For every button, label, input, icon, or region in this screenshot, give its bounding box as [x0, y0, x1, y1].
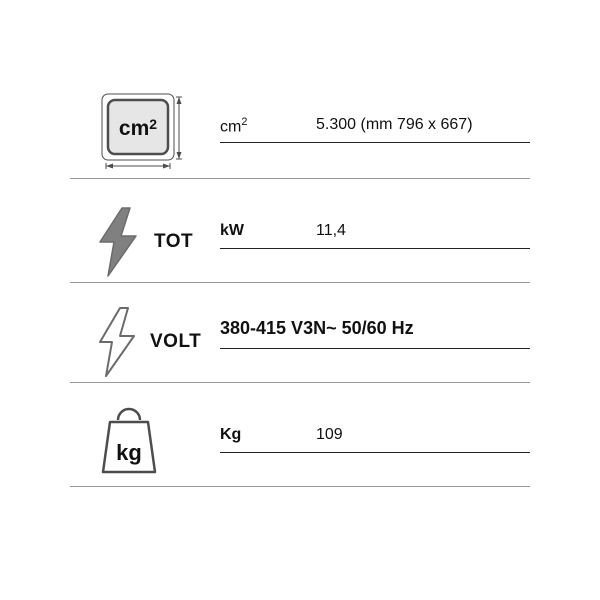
value-block-area: [220, 86, 530, 178]
value-underline: [220, 142, 530, 143]
svg-text:kg: kg: [116, 440, 142, 465]
icon-label-volt: VOLT: [150, 331, 202, 352]
icon-cell-area: [92, 86, 222, 178]
icon-cell-weight: [92, 396, 222, 488]
spec-row-power: [70, 196, 530, 288]
unit-superscript: 2: [241, 116, 248, 128]
spec-row-voltage: [70, 296, 530, 388]
icon-label-tot: TOT: [154, 231, 194, 252]
row-divider: [70, 486, 530, 487]
value-voltage: 380-415 V3N~ 50/60 Hz: [220, 318, 414, 338]
value-area: 5.300 (mm 796 x 667): [316, 116, 473, 133]
square-cm2-icon: [92, 89, 202, 175]
unit-label-power: kW: [220, 222, 244, 239]
lightning-bolt-outline-icon: [92, 302, 144, 382]
spec-row-footer: [70, 486, 530, 488]
unit-text: cm: [220, 118, 242, 136]
row-divider: [70, 178, 530, 179]
spec-row-area: [70, 86, 530, 178]
unit-label-weight: Kg: [220, 426, 242, 443]
value-block-power: [220, 196, 530, 288]
value-block-weight: [220, 396, 530, 488]
weight-kg-icon: [92, 400, 166, 484]
value-underline: [220, 452, 530, 453]
value-power: 11,4: [316, 222, 346, 239]
spec-row-weight: [70, 396, 530, 488]
icon-cell-voltage: [92, 296, 222, 388]
icon-cell-power: [92, 196, 222, 288]
value-weight: 109: [316, 426, 343, 443]
value-block-voltage: [220, 296, 530, 388]
svg-text:cm2: $cm^2$: [118, 116, 158, 140]
lightning-bolt-filled-icon: [92, 202, 148, 282]
unit-label-area: [220, 116, 247, 136]
value-underline: [220, 248, 530, 249]
value-underline: [220, 348, 530, 349]
